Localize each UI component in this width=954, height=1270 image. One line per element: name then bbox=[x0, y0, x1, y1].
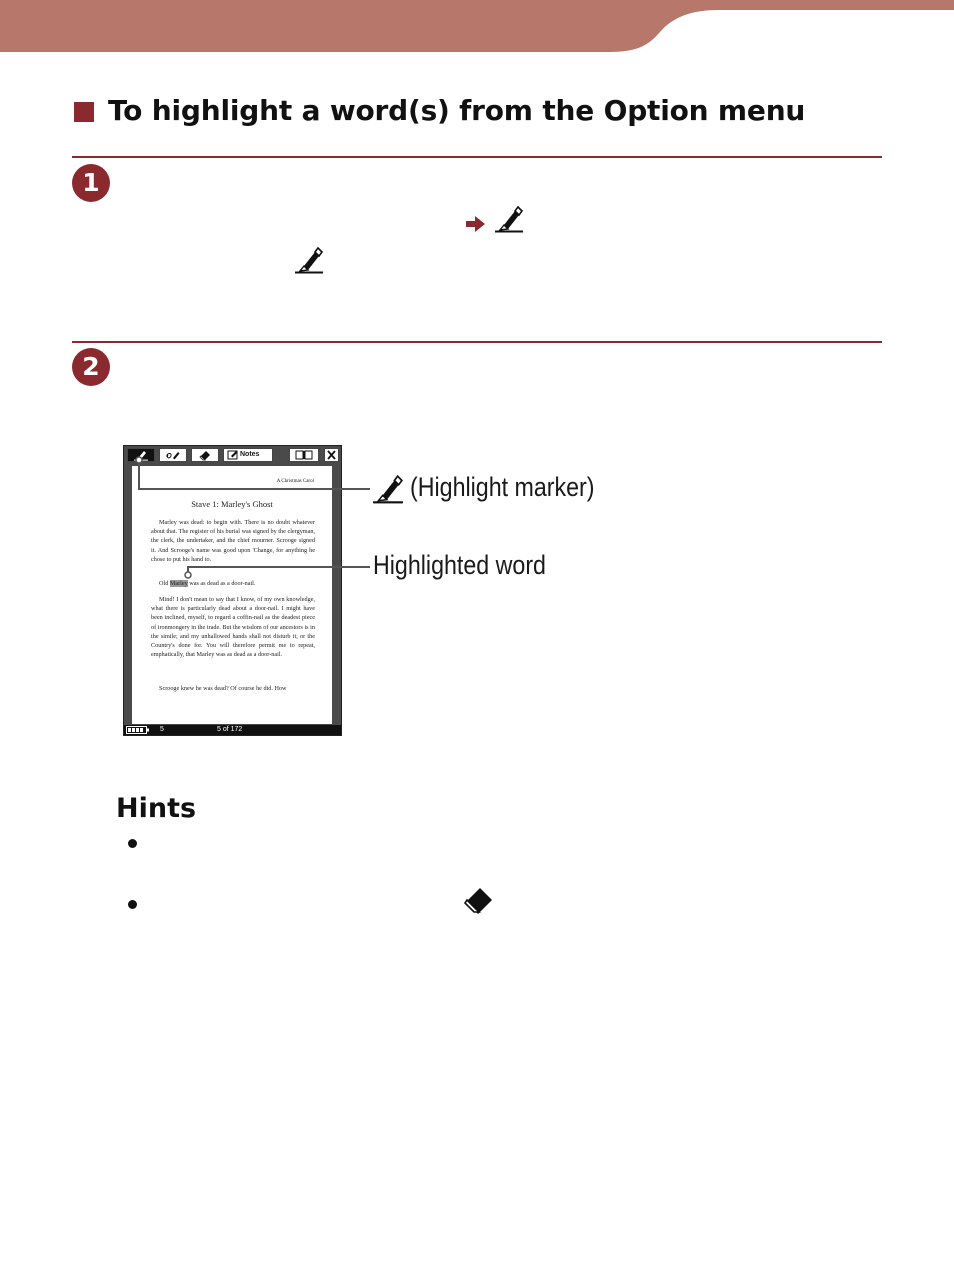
hints-title: Hints bbox=[116, 793, 197, 824]
callout-highlight-marker: (Highlight marker) bbox=[410, 472, 595, 502]
step-1-divider bbox=[72, 156, 882, 158]
status-bar bbox=[124, 725, 341, 735]
hint-bullet-1 bbox=[128, 839, 137, 848]
callout-highlighted-word: Highlighted word bbox=[373, 550, 546, 580]
step-1-number: 1 bbox=[72, 164, 110, 202]
header-band bbox=[0, 0, 954, 52]
step-2-number: 2 bbox=[72, 348, 110, 386]
page-paragraph: Scrooge knew he was dead? Of course he did. How bbox=[159, 685, 287, 692]
battery-icon bbox=[126, 726, 150, 734]
highlight-marker-icon bbox=[294, 246, 324, 274]
chapter-title: Stave 1: Marley's Ghost bbox=[191, 499, 273, 509]
highlight-marker-icon bbox=[494, 205, 524, 233]
highlight-marker-icon bbox=[372, 474, 404, 504]
page-number: 5 bbox=[160, 726, 164, 733]
section-square-marker bbox=[74, 102, 94, 122]
page-indicator: 5 of 172 bbox=[217, 726, 243, 733]
page-paragraph: Mind! I don't mean to say that I know, of my own knowledge, what there is particularly dead about a door-nail. I might have been inclined, myself, to regard a coffin-nail as the deadest piece of ironmongery in the trade. But the wisdom of our ancestors is in the simile; and my unhallowed hands shall not disturb it, or the Country's done for. You will therefore permit me to repeat, emphatically, that Marley was as dead as a door-nail. bbox=[151, 596, 315, 659]
toolbar-notes-label: Notes bbox=[240, 451, 260, 458]
page-paragraph: Marley was dead: to begin with. There is no doubt whatever about that. The register of his burial was signed by the clergyman, the clerk, the undertaker, and the chief mourner. Scrooge signed it. And Scrooge's name was good upon 'Change, for anything he chose to put his hand to. bbox=[151, 519, 315, 563]
callout-leader-lines bbox=[130, 455, 380, 585]
step-2-divider bbox=[72, 341, 882, 343]
highlighted-word[interactable]: Marley bbox=[169, 580, 188, 587]
paragraph-text: Old bbox=[159, 580, 170, 587]
arrow-right-icon bbox=[466, 216, 486, 232]
section-title: To highlight a word(s) from the Option menu bbox=[108, 94, 806, 127]
paragraph-text: was as dead as a door-nail. bbox=[187, 580, 256, 587]
running-head: A Christmas Carol bbox=[276, 479, 314, 484]
hint-bullet-2 bbox=[128, 900, 137, 909]
eraser-icon bbox=[463, 886, 495, 916]
